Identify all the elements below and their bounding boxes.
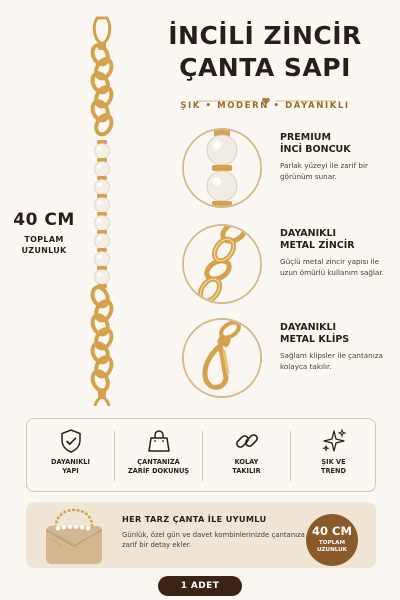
- feature-title-line1: DAYANIKLI: [280, 228, 337, 239]
- pearl-highlight: [98, 219, 102, 223]
- length-badge: [306, 514, 358, 566]
- icon-label: [203, 458, 290, 476]
- feature-desc: Parlak yüzeyi ile zarif bir görünüm sunar.: [280, 161, 368, 181]
- feature-title-line2: İNCİ BONCUK: [280, 144, 351, 155]
- feature-desc: Güçlü metal zincir yapısı ile uzun ömürlü kullanım sağlar.: [280, 257, 384, 277]
- chain-link-icon: [233, 427, 261, 455]
- icon-cell-easy: [203, 425, 290, 487]
- pearl-highlight: [98, 183, 102, 187]
- tagline: ŞIK • MODERN • DAYANIKLI: [180, 101, 350, 111]
- feature-title: [280, 322, 392, 346]
- length-label-line1: TOPLAM: [24, 235, 64, 244]
- length-label-line2: UZUNLUK: [21, 246, 67, 255]
- icon-label: [115, 458, 202, 476]
- pearl-highlight: [98, 201, 102, 205]
- banner-title: HER TARZ ÇANTA İLE UYUMLU: [122, 514, 267, 524]
- sparkle-icon: [320, 427, 348, 455]
- features-icon-row: [26, 418, 376, 492]
- pearl: [95, 198, 110, 213]
- icon-label-line2: YAPI: [62, 467, 79, 475]
- pearl-highlight: [98, 147, 102, 151]
- banner-desc: Günlük, özel gün ve davet kombinlerinizde çantanıza zarif bir detay ekler.: [122, 531, 305, 549]
- chain-closeup-icon: [182, 224, 262, 304]
- pearl: [95, 252, 110, 267]
- icon-label-line1: DAYANIKLI: [51, 458, 90, 466]
- length-label: [6, 210, 82, 256]
- feature-chain: [182, 224, 392, 308]
- handbag-photo: [34, 496, 114, 568]
- feature-title-line2: METAL ZİNCİR: [280, 240, 355, 251]
- pearl: [95, 270, 110, 285]
- strap-image: [80, 14, 124, 406]
- pearl: [95, 234, 110, 249]
- pearl-highlight: [98, 273, 102, 277]
- badge-label-line1: TOPLAM: [318, 540, 346, 546]
- icon-label-line2: ZARİF DOKUNUŞ: [127, 467, 190, 475]
- bottom-clip: [94, 397, 109, 406]
- icon-label-line2: TREND: [320, 467, 347, 475]
- feature-desc: Sağlam klipsler ile çantanıza kolayca takılır.: [280, 351, 383, 371]
- icon-label-line1: KOLAY: [234, 458, 259, 466]
- title-line1: İNCİLİ ZİNCİR: [168, 21, 362, 50]
- feature-title-line2: METAL KLİPS: [280, 334, 350, 345]
- pearl: [95, 180, 110, 195]
- length-value: 40 CM: [13, 210, 75, 230]
- feature-clip: [182, 318, 392, 402]
- icon-label-line2: TAKILIR: [232, 467, 261, 475]
- feature-title-line1: DAYANIKLI: [280, 322, 337, 333]
- icon-cell-trend: [290, 425, 377, 487]
- quantity-pill: 1 ADET: [158, 576, 242, 596]
- pearl-closeup-icon: [182, 128, 262, 208]
- handbag-icon: [145, 427, 173, 455]
- pearl: [95, 162, 110, 177]
- icon-label-line1: ŞIK VE: [321, 458, 346, 466]
- feature-title: [280, 132, 392, 156]
- pearl-highlight: [98, 255, 102, 259]
- feature-title-line1: PREMIUM: [280, 132, 331, 143]
- badge-value: 40 CM: [312, 524, 352, 538]
- title-line2: ÇANTA SAPI: [179, 53, 351, 82]
- icon-cell-bag: [115, 425, 202, 487]
- pearl: [95, 216, 110, 231]
- pearl: [95, 144, 110, 159]
- icon-label: [27, 458, 114, 476]
- badge-label-line2: UZUNLUK: [316, 547, 348, 553]
- feature-title: [280, 228, 392, 252]
- top-clip: [94, 18, 109, 44]
- icon-label: [290, 458, 377, 476]
- clip-closeup-icon: [182, 318, 262, 398]
- pearl-highlight: [98, 237, 102, 241]
- icon-cell-durable: [27, 425, 114, 487]
- feature-pearl: [182, 128, 392, 212]
- shield-check-icon: [57, 427, 85, 455]
- compatibility-banner: [26, 502, 376, 568]
- icon-label-line1: ÇANTANIZA: [137, 458, 180, 466]
- strap-illustration: [80, 14, 124, 406]
- pearl-highlight: [98, 165, 102, 169]
- page-title: [140, 20, 390, 84]
